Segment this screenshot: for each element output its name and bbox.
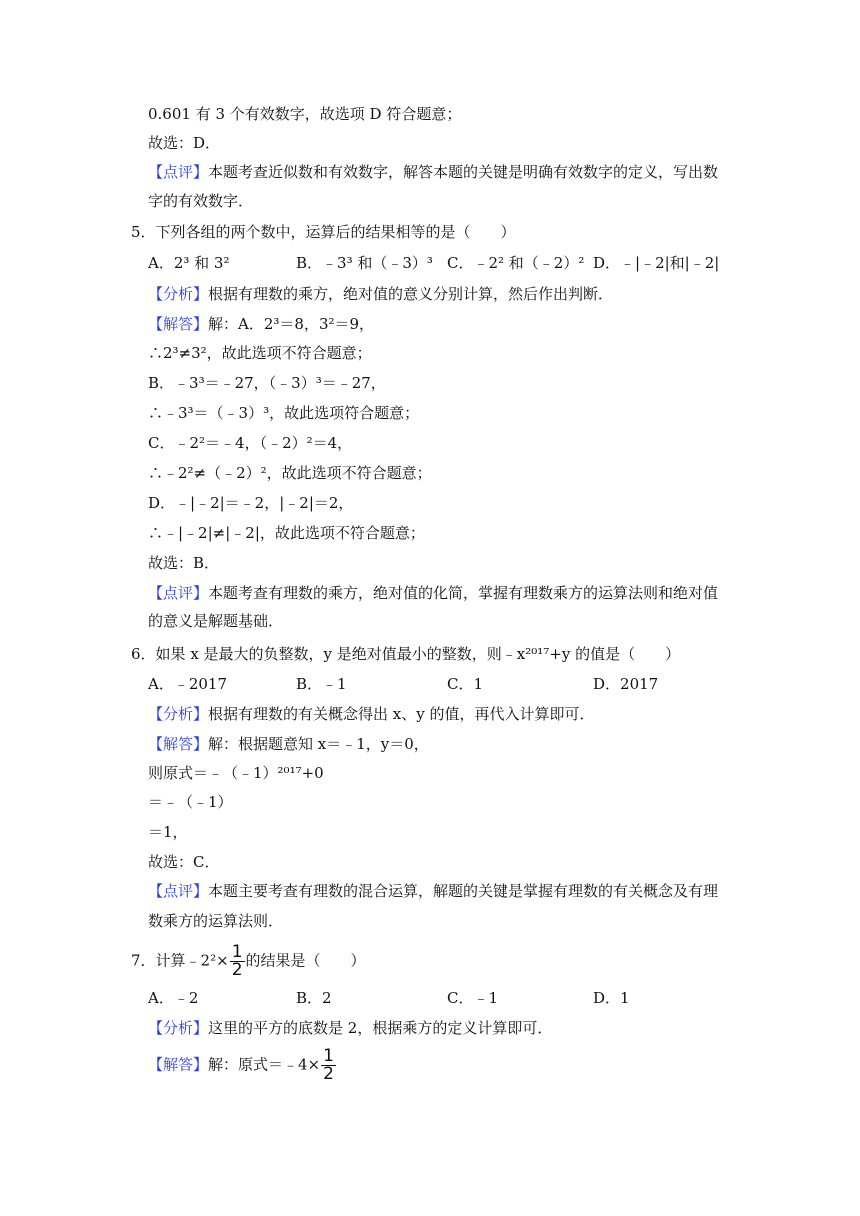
q6-review	[148, 881, 718, 901]
prev-choice: 故选：D．	[148, 134, 221, 152]
review-text: 本题主要考查有理数的混合运算，解题的关键是掌握有理数的有关概念及有理	[208, 882, 719, 900]
q5-option-a: A．2³ 和 3²	[148, 254, 230, 272]
q5-sol-line: ∴﹣2²≠（﹣2）²，故此选项不符合题意；	[148, 464, 432, 482]
analysis-tag: 【分析】	[148, 285, 209, 303]
q7-answer	[148, 1048, 337, 1083]
q7-stem-post: 的结果是（ ）	[245, 951, 366, 970]
review-tag: 【点评】	[148, 163, 209, 181]
q5-review-cont: 的意义是解题基础．	[148, 612, 284, 630]
q5-answer	[148, 314, 374, 334]
q6-sol-line: ＝﹣（﹣1）	[148, 793, 233, 811]
q6-option-b: B．﹣1	[296, 675, 347, 693]
q7-option-d: D．1	[593, 989, 630, 1007]
q6-number: 6．	[131, 645, 156, 663]
q5-analysis	[148, 284, 613, 304]
answer-text: 解：根据题意知 x＝﹣1，y＝0，	[208, 735, 429, 753]
q7-stem-pre: 计算﹣2²×	[155, 951, 229, 970]
q6-answer	[148, 734, 429, 754]
q5-sol-line: C．﹣2²＝﹣4，（﹣2）²＝4，	[148, 434, 353, 452]
answer-text: 解：原式＝﹣4×	[208, 1055, 321, 1074]
fraction-denominator: 2	[231, 960, 243, 980]
q7-fraction	[231, 944, 244, 979]
answer-tag: 【解答】	[148, 315, 209, 333]
q6-option-c: C．1	[447, 675, 484, 693]
q5-stem-text: 下列各组的两个数中，运算后的结果相等的是（ ）	[155, 223, 516, 241]
prev-review-cont: 字的有效数字．	[148, 192, 254, 210]
answer-text: 解：A．2³＝8，3²＝9，	[208, 315, 375, 333]
fraction-numerator: 1	[231, 942, 243, 962]
q7-number: 7．	[131, 951, 156, 970]
fraction-numerator: 1	[323, 1046, 334, 1066]
q7-stem	[131, 944, 366, 979]
q6-review-cont: 数乘方的运算法则．	[148, 912, 284, 930]
answer-tag: 【解答】	[148, 735, 209, 753]
q5-sol-line: ∴﹣|﹣2|≠|﹣2|，故此选项不符合题意；	[148, 524, 425, 542]
prev-review	[148, 162, 718, 182]
analysis-text: 根据有理数的有关概念得出 x、y 的值，再代入计算即可．	[208, 705, 595, 723]
prev-line: 0.601 有 3 个有效数字，故选项 D 符合题意；	[148, 105, 462, 123]
analysis-tag: 【分析】	[148, 705, 209, 723]
analysis-text: 根据有理数的乘方，绝对值的意义分别计算，然后作出判断．	[208, 285, 614, 303]
review-tag: 【点评】	[148, 882, 209, 900]
analysis-tag: 【分析】	[148, 1019, 209, 1037]
q6-sol-line: 则原式＝﹣（﹣1）²⁰¹⁷+0	[148, 764, 324, 782]
q5-stem	[131, 222, 516, 242]
review-text: 本题考查近似数和有效数字，解答本题的关键是明确有效数字的定义，写出数	[208, 163, 719, 181]
q6-sol-line: ＝1，	[148, 823, 188, 841]
q5-option-d: D．﹣|﹣2|和|﹣2|	[593, 254, 720, 272]
q5-number: 5．	[131, 223, 156, 241]
q5-sol-line: ∴2³≠3²，故此选项不符合题意；	[148, 344, 372, 362]
q7-option-b: B．2	[296, 989, 332, 1007]
q7-option-c: C．﹣1	[447, 989, 499, 1007]
q6-stem-text: 如果 x 是最大的负整数，y 是绝对值最小的整数，则﹣x²⁰¹⁷+y 的值是（ ）	[155, 645, 681, 663]
q5-choice: 故选：B．	[148, 554, 220, 572]
q5-sol-line: ∴﹣3³＝（﹣3）³，故此选项符合题意；	[148, 404, 420, 422]
q5-option-b: B．﹣3³ 和（﹣3）³	[296, 254, 433, 272]
q5-review	[148, 583, 718, 603]
answer-tag: 【解答】	[148, 1055, 209, 1074]
q6-option-d: D．2017	[593, 675, 659, 693]
analysis-text: 这里的平方的底数是 2，根据乘方的定义计算即可．	[208, 1019, 553, 1037]
q5-sol-line: B．﹣3³＝﹣27，（﹣3）³＝﹣27，	[148, 374, 386, 392]
review-text: 本题考查有理数的乘方，绝对值的化简，掌握有理数乘方的运算法则和绝对值	[208, 584, 719, 602]
q5-sol-line: D．﹣|﹣2|＝﹣2，|﹣2|＝2，	[148, 494, 354, 512]
review-tag: 【点评】	[148, 584, 209, 602]
q6-option-a: A．﹣2017	[148, 675, 228, 693]
q7-answer-fraction	[322, 1048, 335, 1083]
q7-analysis	[148, 1018, 552, 1038]
q6-stem	[131, 644, 680, 664]
q6-analysis	[148, 704, 595, 724]
fraction-denominator: 2	[323, 1064, 334, 1084]
q7-option-a: A．﹣2	[148, 989, 199, 1007]
q5-option-c: C．﹣2² 和（﹣2）²	[447, 254, 585, 272]
q6-choice: 故选：C．	[148, 853, 220, 871]
